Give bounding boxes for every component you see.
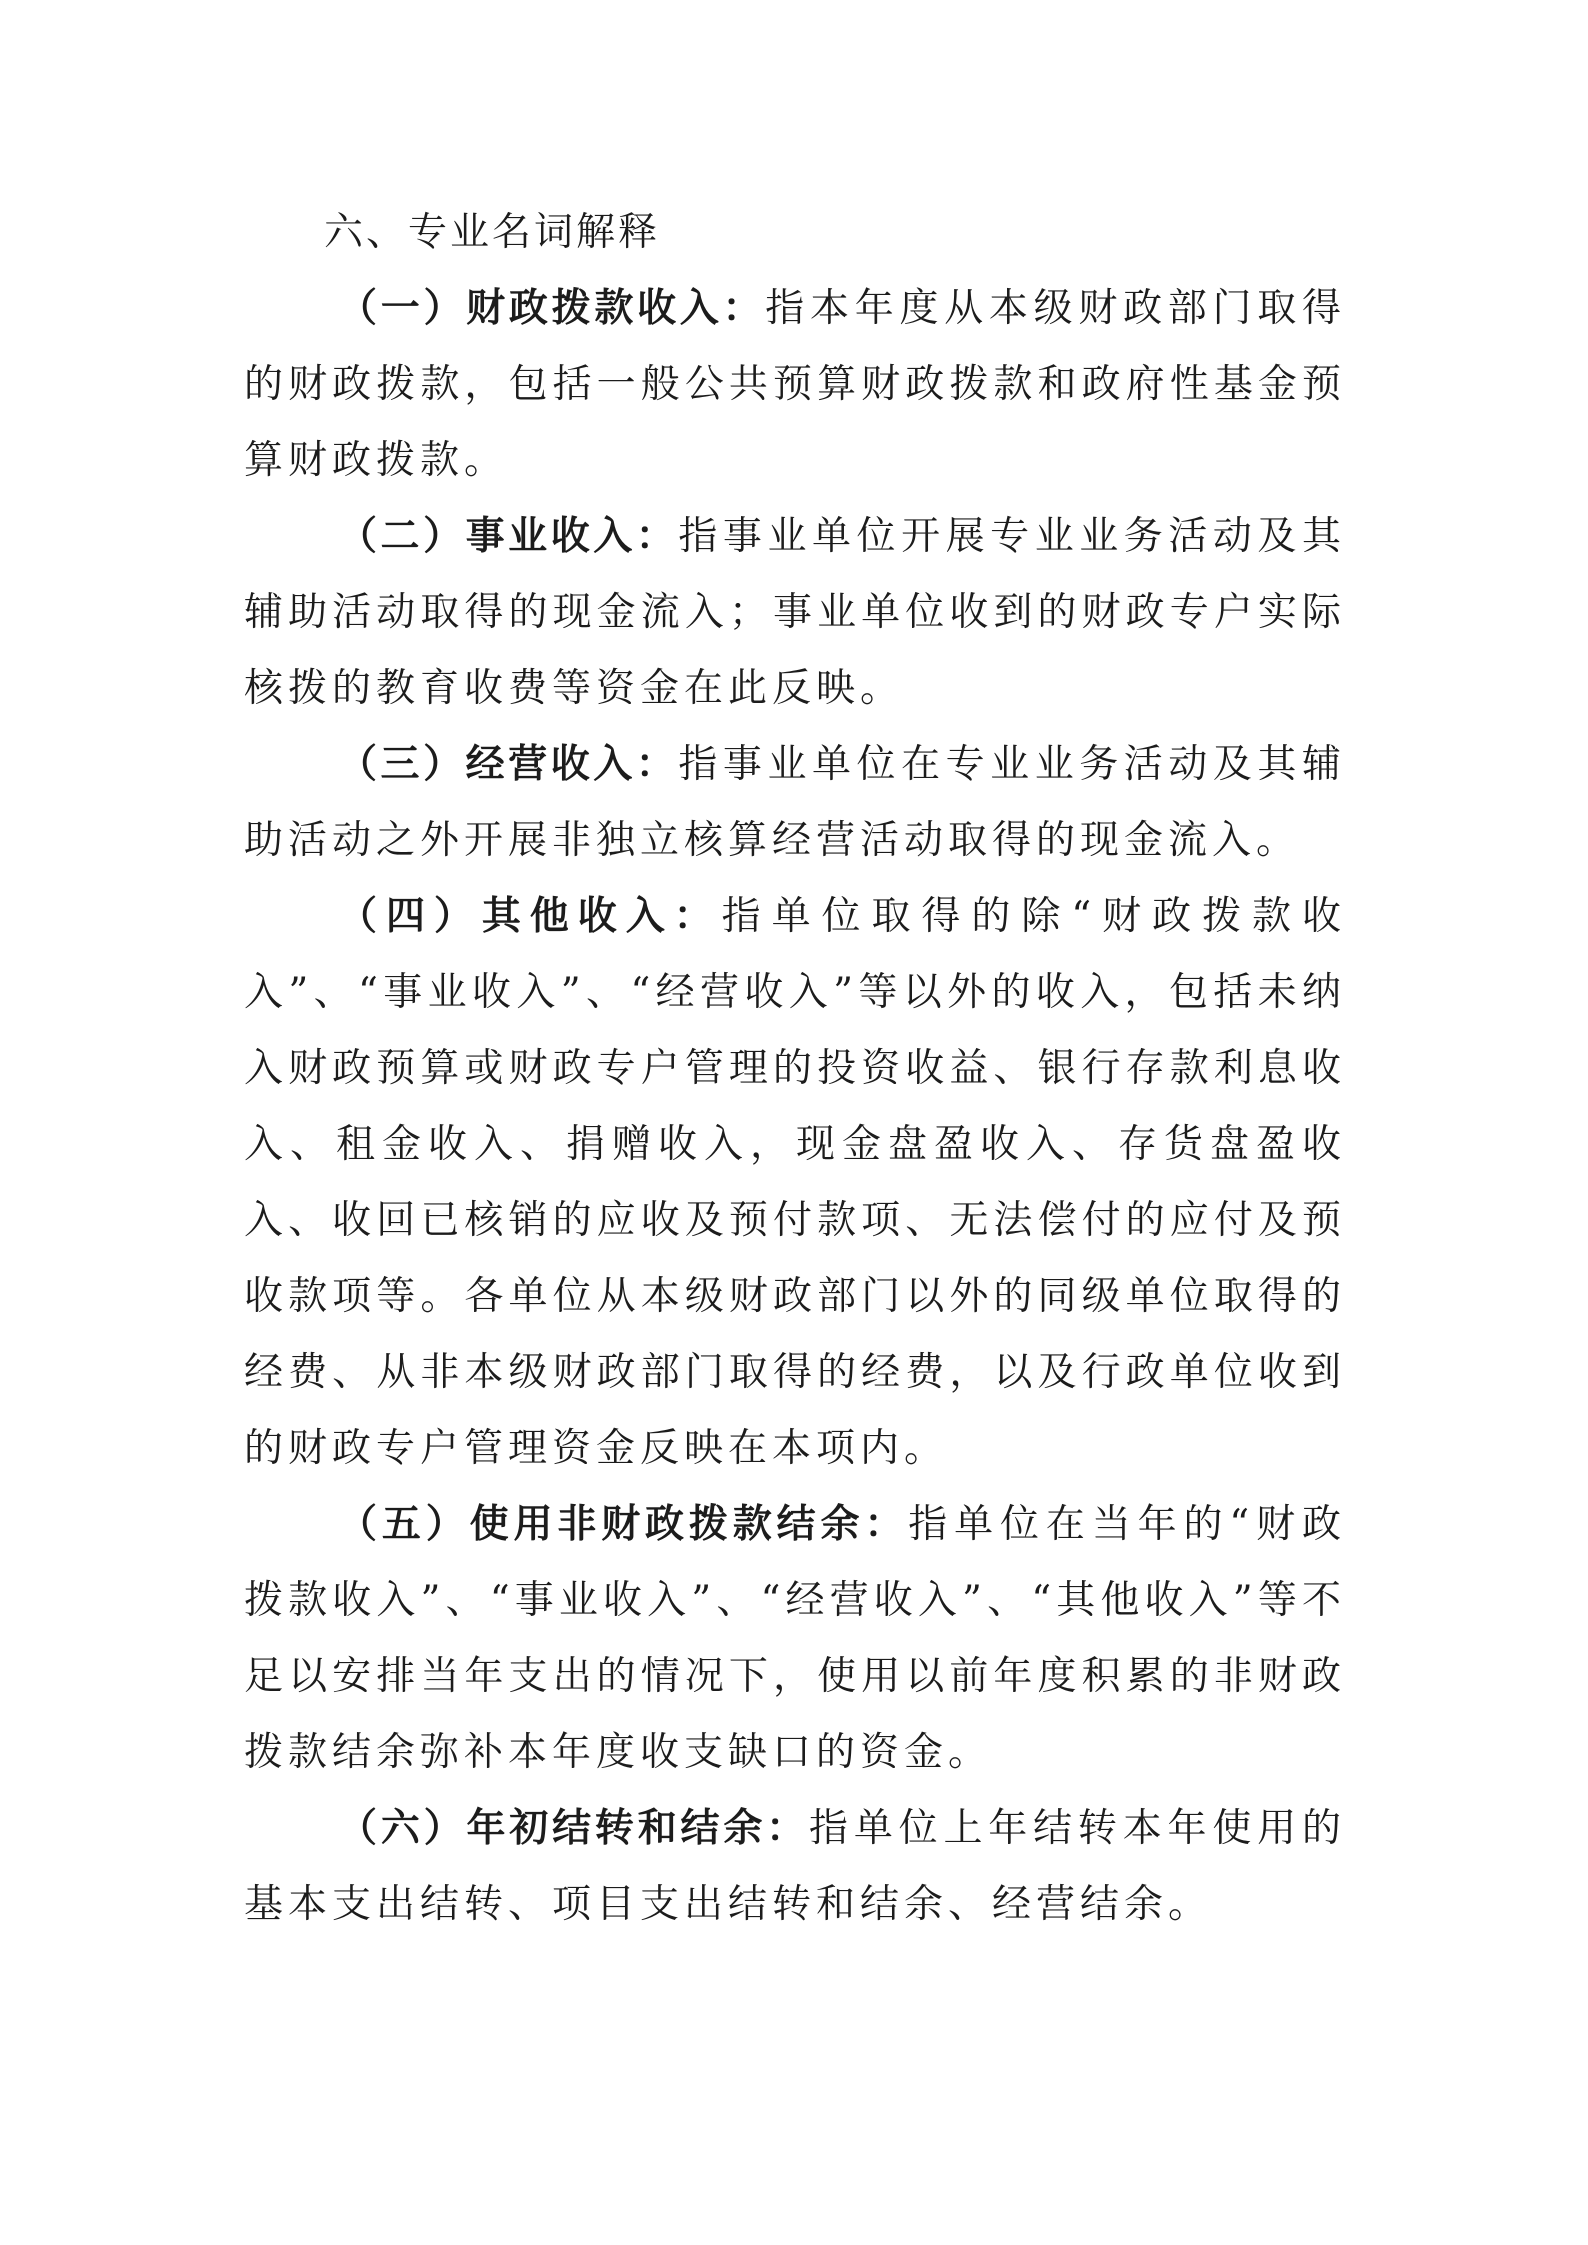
definition-paragraph-1 [244, 271, 1346, 499]
definition-text: 指单位取得的除“财政拨款收入”、“事业收入”、“经营收入”等以外的收入，包括未纳入财政预算或财政专户管理的投资收益、银行存款利息收入、租金收入、捐赠收入，现金盘盈收入、存货盘盈收入、收回已核销的应收及预付款项、无法偿付的应付及预收款项等。各单位从本级财政部门以外的同级单位取得的经费、从非本级财政部门取得的经费，以及行政单位收到的财政专户管理资金反映在本项内。 [244, 894, 1346, 1471]
definition-paragraph-2 [244, 499, 1346, 727]
definition-term: （二）事业收入： [338, 514, 679, 559]
definition-text: 指单位上年结转本年使用的基本支出结转、项目支出结转和结余、经营结余。 [244, 1806, 1346, 1927]
definition-term: （六）年初结转和结余： [338, 1806, 809, 1851]
document-body [244, 195, 1346, 1943]
definition-paragraph-6 [244, 1791, 1346, 1943]
definition-term: （三）经营收入： [338, 742, 679, 787]
definition-paragraph-4 [244, 879, 1346, 1487]
definition-paragraph-3 [244, 727, 1346, 879]
definition-paragraph-5 [244, 1487, 1346, 1791]
definition-text: 指事业单位开展专业业务活动及其辅助活动取得的现金流入；事业单位收到的财政专户实际核拨的教育收费等资金在此反映。 [244, 514, 1346, 711]
definition-text: 指单位在当年的“财政拨款收入”、“事业收入”、“经营收入”、“其他收入”等不足以安排当年支出的情况下，使用以前年度积累的非财政拨款结余弥补本年度收支缺口的资金。 [244, 1502, 1346, 1775]
definition-term: （五）使用非财政拨款结余： [338, 1502, 909, 1547]
definition-term: （四）其他收入： [338, 894, 722, 939]
definition-text: 指事业单位在专业业务活动及其辅助活动之外开展非独立核算经营活动取得的现金流入。 [244, 742, 1346, 863]
definition-term: （一）财政拨款收入： [338, 286, 766, 331]
section-heading: 六、专业名词解释 [324, 210, 661, 255]
definition-text: 指本年度从本级财政部门取得的财政拨款，包括一般公共预算财政拨款和政府性基金预算财政拨款。 [244, 286, 1346, 483]
